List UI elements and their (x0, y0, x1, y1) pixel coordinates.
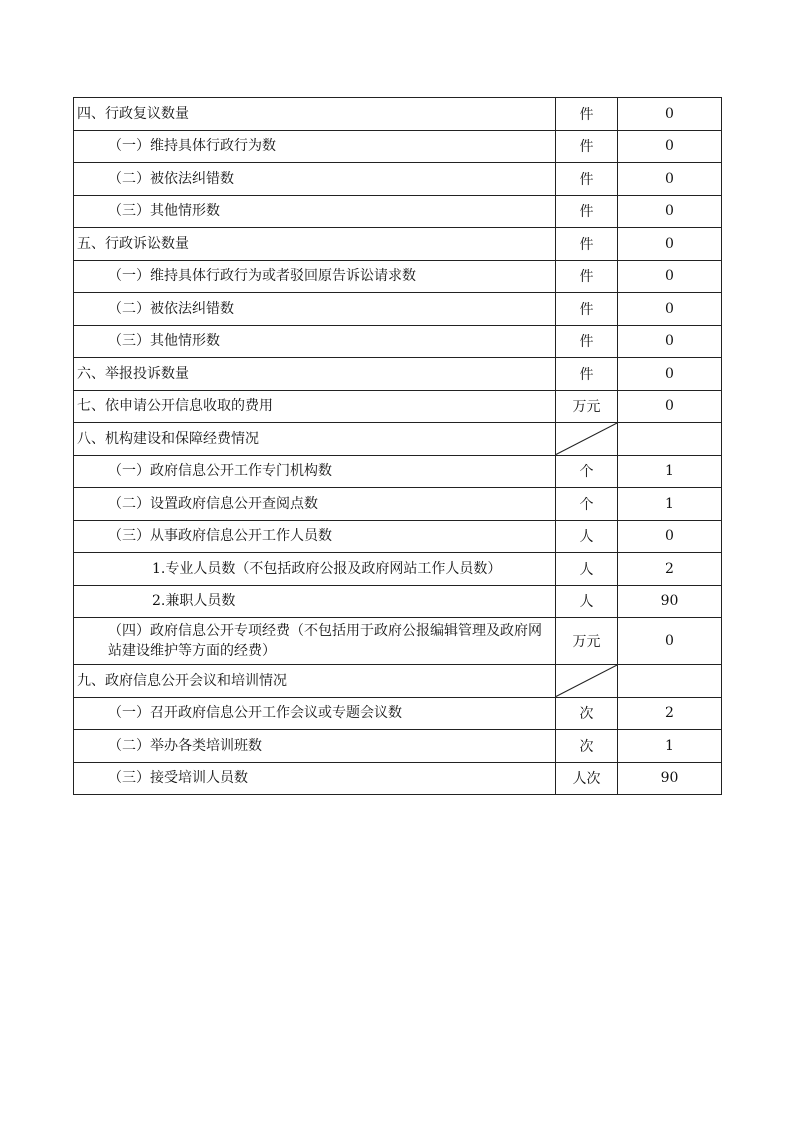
unit-cell: 人次 (556, 762, 618, 795)
unit-cell-diagonal (556, 665, 618, 698)
value-cell: 0 (618, 98, 722, 131)
table-row (74, 195, 722, 228)
value-cell: 0 (618, 618, 722, 665)
unit-cell: 次 (556, 730, 618, 763)
value-cell: 0 (618, 260, 722, 293)
value-cell: 1 (618, 730, 722, 763)
value-cell: 0 (618, 163, 722, 196)
value-cell: 0 (618, 520, 722, 553)
value-cell (618, 665, 722, 698)
value-cell: 1 (618, 455, 722, 488)
value-cell: 0 (618, 195, 722, 228)
table-row (74, 520, 722, 553)
item-name-cell: （二）举办各类培训班数 (74, 730, 556, 763)
value-cell: 0 (618, 390, 722, 423)
item-name-cell: （二）设置政府信息公开查阅点数 (74, 488, 556, 521)
table-row (74, 762, 722, 795)
unit-cell: 件 (556, 325, 618, 358)
item-name-cell: （一）政府信息公开工作专门机构数 (74, 455, 556, 488)
table-row (74, 488, 722, 521)
item-name-cell: 七、依申请公开信息收取的费用 (74, 390, 556, 423)
unit-cell: 次 (556, 697, 618, 730)
value-cell: 0 (618, 293, 722, 326)
table-row (74, 423, 722, 456)
diagonal-slash-icon (556, 665, 617, 697)
unit-cell: 件 (556, 358, 618, 391)
item-name-cell: （三）其他情形数 (74, 195, 556, 228)
item-name-cell: （三）从事政府信息公开工作人员数 (74, 520, 556, 553)
table-row (74, 390, 722, 423)
unit-cell: 个 (556, 488, 618, 521)
value-cell: 2 (618, 697, 722, 730)
item-name-cell: （四）政府信息公开专项经费（不包括用于政府公报编辑管理及政府网站建设维护等方面的经费） (74, 618, 556, 665)
item-name-cell: 四、行政复议数量 (74, 98, 556, 131)
unit-cell: 件 (556, 130, 618, 163)
value-cell (618, 423, 722, 456)
table-row (74, 665, 722, 698)
value-cell: 2 (618, 553, 722, 586)
value-cell: 1 (618, 488, 722, 521)
statistics-table (73, 97, 722, 795)
table-row (74, 98, 722, 131)
unit-cell: 件 (556, 293, 618, 326)
item-name-cell: 2.兼职人员数 (74, 585, 556, 618)
unit-cell: 万元 (556, 390, 618, 423)
value-cell: 0 (618, 228, 722, 261)
unit-cell: 万元 (556, 618, 618, 665)
unit-cell-diagonal (556, 423, 618, 456)
item-name-cell: 1.专业人员数（不包括政府公报及政府网站工作人员数） (74, 553, 556, 586)
table-row (74, 455, 722, 488)
diagonal-slash-icon (556, 423, 617, 455)
unit-cell: 人 (556, 553, 618, 586)
item-name-cell: （三）其他情形数 (74, 325, 556, 358)
unit-cell: 个 (556, 455, 618, 488)
value-cell: 0 (618, 325, 722, 358)
item-name-cell: （一）维持具体行政行为数 (74, 130, 556, 163)
unit-cell: 人 (556, 585, 618, 618)
item-name-cell: （二）被依法纠错数 (74, 293, 556, 326)
table-row (74, 130, 722, 163)
item-name-cell: （二）被依法纠错数 (74, 163, 556, 196)
table-row (74, 293, 722, 326)
unit-cell: 件 (556, 163, 618, 196)
item-name-cell: （一）维持具体行政行为或者驳回原告诉讼请求数 (74, 260, 556, 293)
value-cell: 0 (618, 130, 722, 163)
unit-cell: 人 (556, 520, 618, 553)
value-cell: 90 (618, 585, 722, 618)
statistics-table-body (74, 98, 722, 795)
unit-cell: 件 (556, 98, 618, 131)
table-row (74, 730, 722, 763)
table-row (74, 553, 722, 586)
value-cell: 0 (618, 358, 722, 391)
table-row (74, 697, 722, 730)
item-name-cell: （一）召开政府信息公开工作会议或专题会议数 (74, 697, 556, 730)
table-row (74, 163, 722, 196)
table-row (74, 358, 722, 391)
unit-cell: 件 (556, 260, 618, 293)
item-name-cell: 九、政府信息公开会议和培训情况 (74, 665, 556, 698)
table-row (74, 325, 722, 358)
table-row (74, 618, 722, 665)
table-row (74, 260, 722, 293)
value-cell: 90 (618, 762, 722, 795)
item-name-cell: 五、行政诉讼数量 (74, 228, 556, 261)
item-name-cell: 六、举报投诉数量 (74, 358, 556, 391)
unit-cell: 件 (556, 195, 618, 228)
item-name-cell: （三）接受培训人员数 (74, 762, 556, 795)
unit-cell: 件 (556, 228, 618, 261)
table-row (74, 228, 722, 261)
item-name-cell: 八、机构建设和保障经费情况 (74, 423, 556, 456)
table-row (74, 585, 722, 618)
